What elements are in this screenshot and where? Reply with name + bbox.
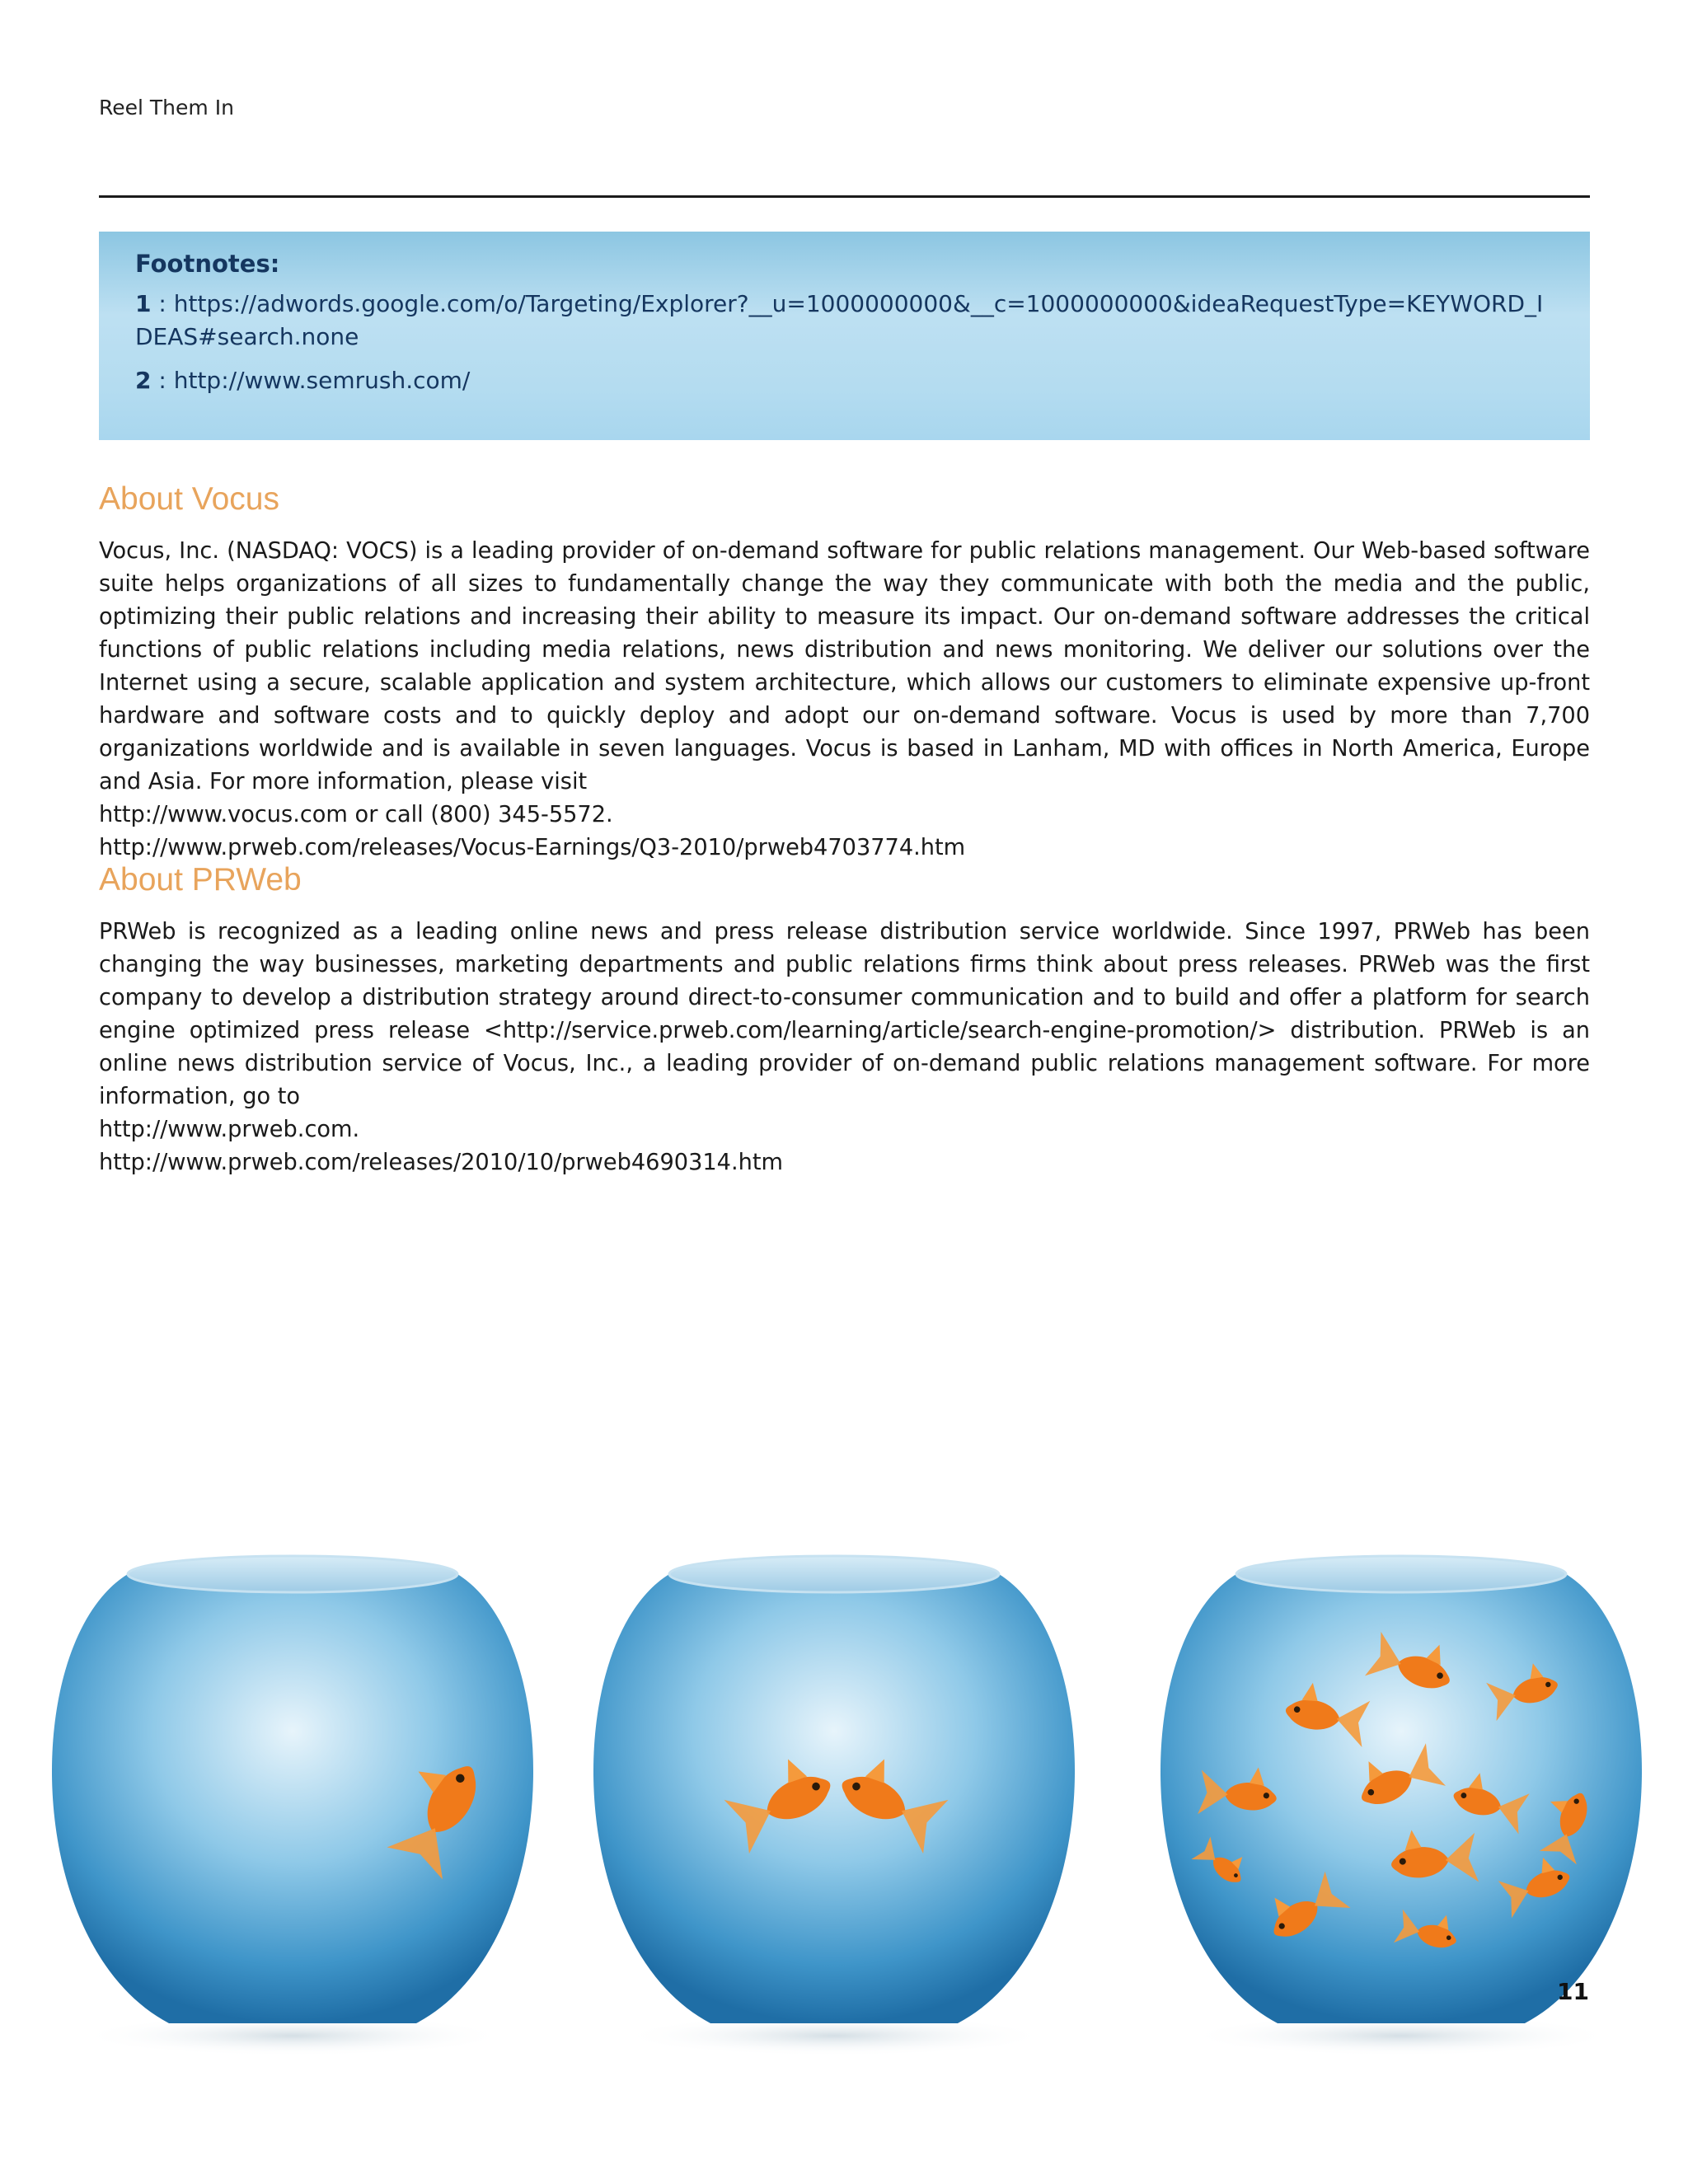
about-vocus-paragraph: Vocus, Inc. (NASDAQ: VOCS) is a leading provider of on-demand software for public relations management. Our Web-based software suite helps organizations of all sizes to fundamentally change the way they communicate with both the media and the public, optimizing their public relations and increasing their ability to measure its impact. Our on-demand software addresses the critical functions of public relations including media relations, news distribution and news monitoring. We deliver our solutions over the Internet using a secure, scalable application and system architecture, which allows our customers to eliminate expensive up-front hardware and software costs and to quickly deploy and adopt our on-demand software. Vocus is used by more than 7,700 organizations worldwide and is available in seven languages. Vocus is based in Lanham, MD with offices in North America, Europe and Asia. For more information, please visit: [99, 538, 1590, 794]
footnotes-title: Footnotes:: [135, 250, 280, 278]
about-vocus-heading: About Vocus: [99, 481, 279, 517]
about-prweb-paragraph: PRWeb is recognized as a leading online news and press release distribution service worldwide. Since 1997, PRWeb has been changing the way businesses, marketing departments and public relations firms think about press releases. PRWeb was the first company to develop a distribution strategy around direct-to-consumer communication and to build and offer a platform for search engine optimized press release <http://service.prweb.com/learning/article/search-engine-promotion/> distribution. PRWeb is an online news distribution service of Vocus, Inc., a leading provider of on-demand public relations management software. For more information, go to: [99, 919, 1590, 1109]
fishbowl-one-fish: [52, 1556, 533, 2056]
fishbowl-two-fish: [593, 1556, 1075, 2056]
about-vocus-source-link[interactable]: http://www.prweb.com/releases/Vocus-Earnings/Q3-2010/prweb4703774.htm: [99, 835, 966, 860]
page-number: 11: [1557, 1978, 1589, 2005]
footnote-number: 1: [135, 290, 152, 317]
about-prweb-heading: About PRWeb: [99, 862, 302, 898]
footnote-item: [135, 288, 1554, 354]
footnote-separator: :: [151, 367, 174, 394]
running-header: Reel Them In: [99, 96, 234, 120]
footnote-link[interactable]: http://www.semrush.com/: [173, 367, 471, 394]
about-prweb-contact[interactable]: http://www.prweb.com.: [99, 1117, 360, 1142]
about-vocus-body: [99, 535, 1590, 865]
fishbowls-illustration: [0, 1549, 1688, 2060]
header-rule: [99, 195, 1590, 198]
footnote-item: [135, 364, 1554, 397]
about-vocus-contact[interactable]: http://www.vocus.com or call (800) 345-5572.: [99, 802, 613, 827]
footnotes-box: [99, 232, 1590, 440]
footnote-link[interactable]: https://adwords.google.com/o/Targeting/Explorer?__u=1000000000&__c=1000000000&ideaRequestType=KEYWORD_IDEAS#search.none: [135, 290, 1544, 350]
about-prweb-body: [99, 916, 1590, 1179]
about-prweb-source-link[interactable]: http://www.prweb.com/releases/2010/10/prweb4690314.htm: [99, 1150, 783, 1175]
footnote-separator: :: [151, 290, 174, 317]
footnote-number: 2: [135, 367, 152, 394]
